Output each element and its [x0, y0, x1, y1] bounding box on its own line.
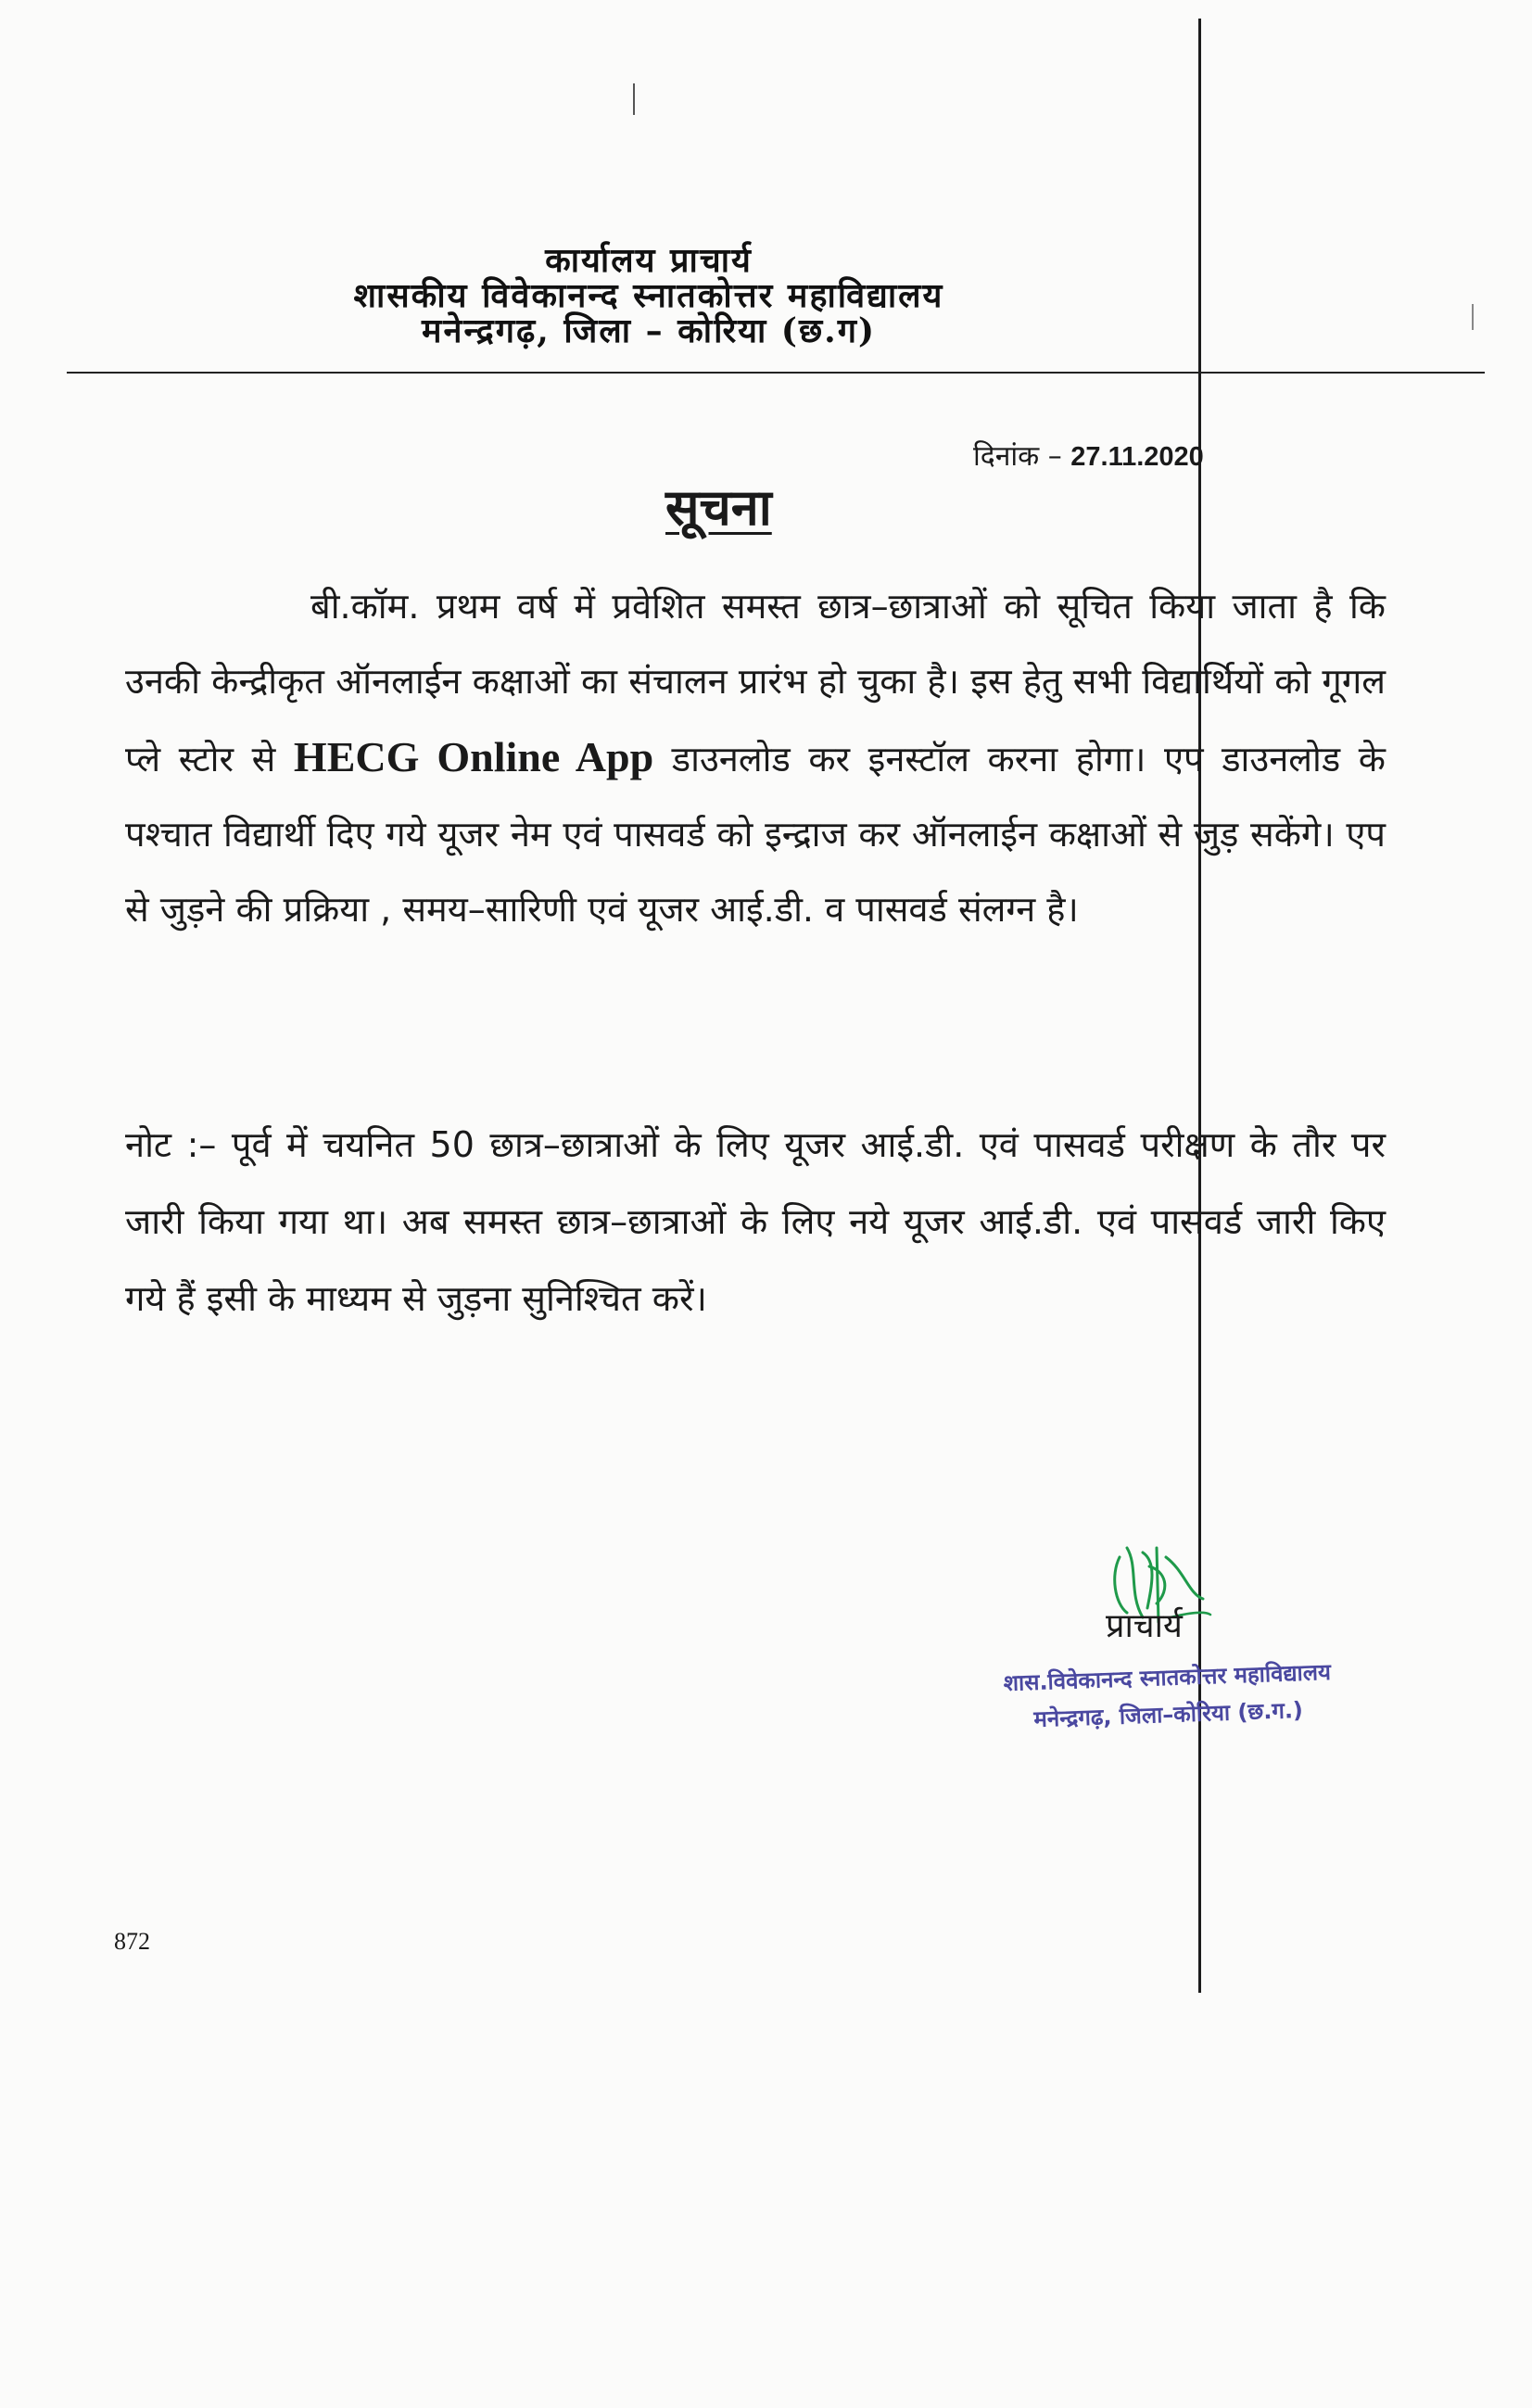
date-value: 27.11.2020: [1070, 442, 1204, 472]
page-number: 872: [114, 1928, 150, 1955]
date-line: [973, 436, 1204, 474]
notice-body: [125, 569, 1386, 947]
stamp-line-2: मनेन्द्रगढ़, जिला–कोरिया (छ.ग.): [1033, 1696, 1304, 1733]
body-text-part1: बी.कॉम. प्रथम वर्ष में प्रवेशित समस्त छात्र–छात्राओं को सूचित किया जाता है कि उनकी केन्द्रीकृत ऑनलाईन कक्षाओं का संचालन प्रारंभ हो चुका है। इस हेतु सभी विद्यार्थियों को गूगल प्ले स्टोर से: [125, 586, 1386, 779]
office-title: कार्यालय प्राचार्य: [545, 241, 753, 280]
letterhead: [139, 243, 1158, 349]
notice-title: सूचना: [665, 478, 772, 537]
college-name: शासकीय विवेकानन्द स्नातकोत्तर महाविद्यालय: [353, 276, 944, 315]
college-address: मनेन्द्रगढ़, जिला – कोरिया (छ.ग): [421, 311, 877, 350]
stamp-line-1: शास.विवेकानन्द स्नातकोत्तर महाविद्यालय: [1003, 1658, 1332, 1697]
scan-mark: [1472, 304, 1474, 330]
notice-note: नोट :– पूर्व में चयनित 50 छात्र–छात्राओं के लिए यूजर आई.डी. एवं पासवर्ड परीक्षण के तौर पर जारी किया गया था। अब समस्त छात्र–छात्राओं के लिए नये यूजर आई.डी. एवं पासवर्ड जारी किए गये हैं इसी के माध्यम से जुड़ना सुनिश्चित करें।: [125, 1124, 1386, 1319]
letterhead-divider: [67, 372, 1485, 374]
body-text-part2: डाउनलोड कर इनस्टॉल करना होगा। एप डाउनलोड के पश्चात विद्यार्थी दिए गये यूजर नेम एवं पासवर्ड को इन्द्राज कर ऑनलाईन कक्षाओं से जुड़ सकेंगे। एप से जुड़ने की प्रक्रिया , समय–सारिणी एवं यूजर आई.डी. व पासवर्ड संलग्न है।: [125, 739, 1386, 930]
date-label: दिनांक –: [973, 440, 1062, 473]
app-name: HECG Online App: [293, 733, 654, 780]
college-seal-stamp: [972, 1653, 1364, 1741]
scan-mark: [633, 83, 635, 115]
principal-designation: प्राचार्य: [1106, 1607, 1183, 1645]
